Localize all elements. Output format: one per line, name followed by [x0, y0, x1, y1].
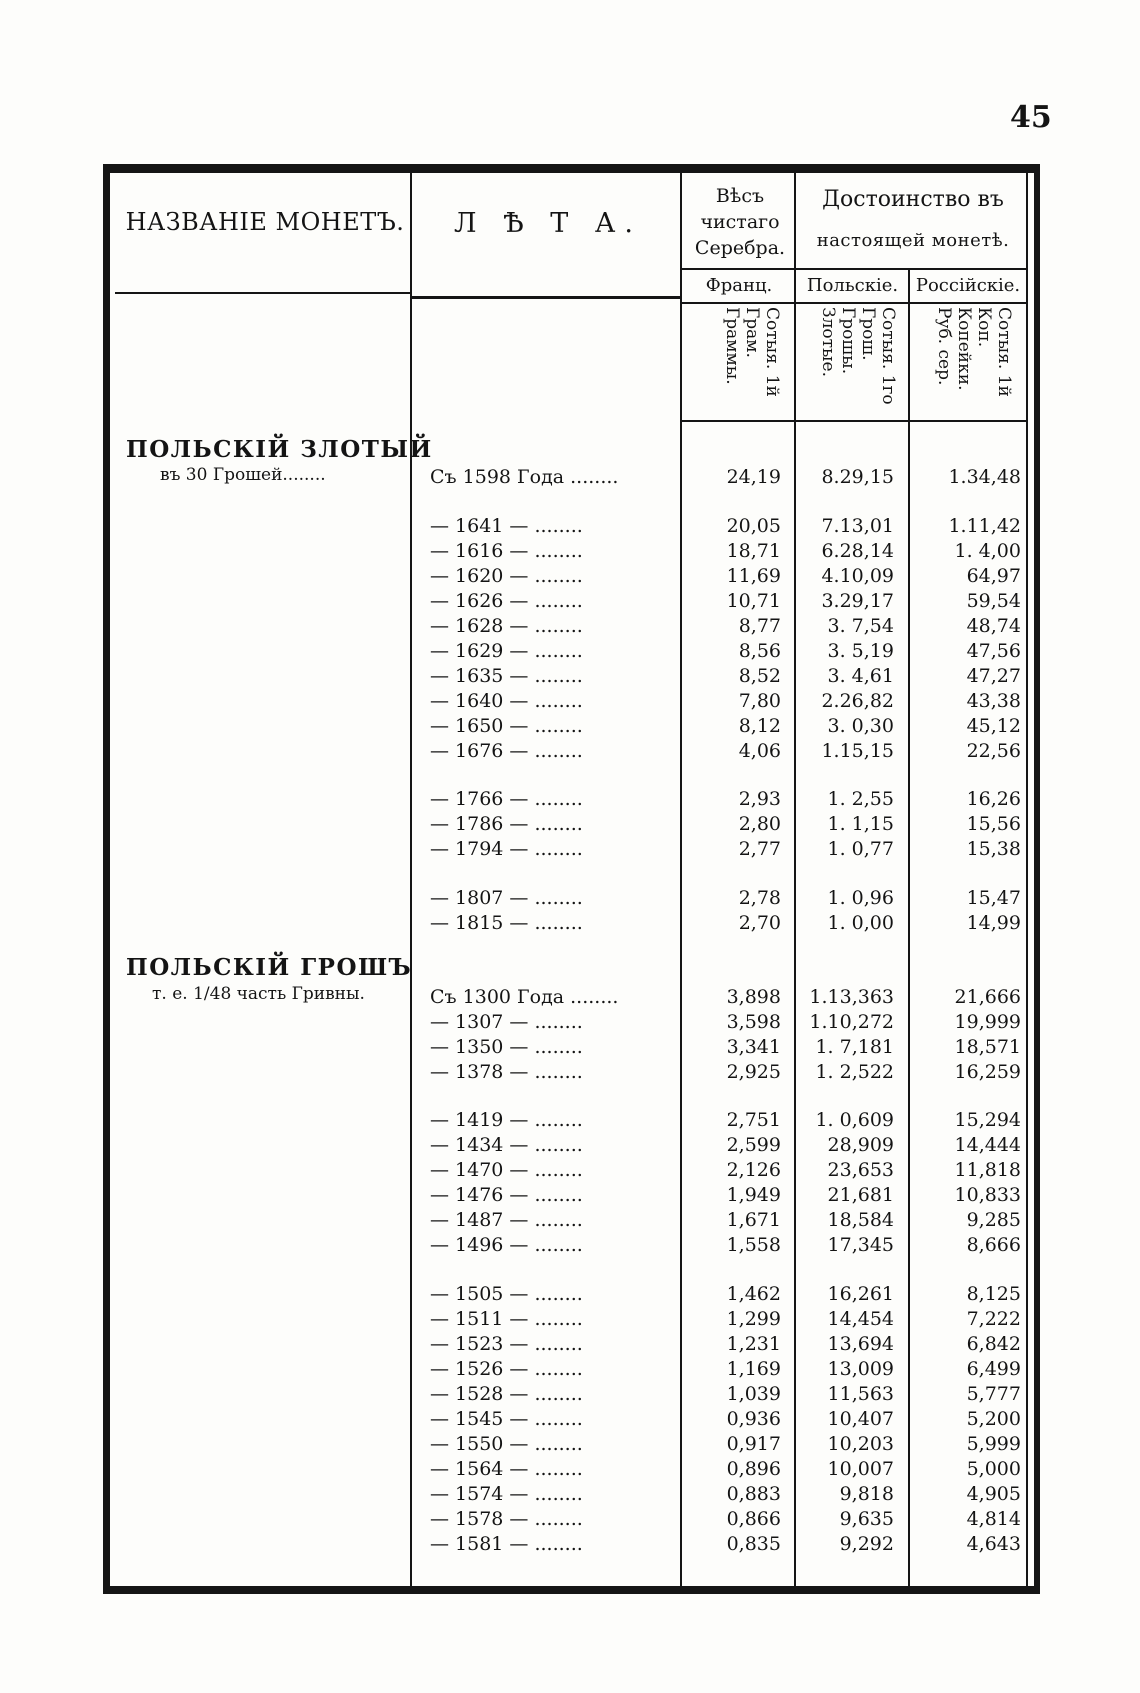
russian-value-cell: 16,26	[966, 788, 1021, 810]
polish-value-cell: 4.10,09	[821, 565, 894, 587]
year-cell: — 1496 — ........	[430, 1234, 583, 1256]
russian-value-cell: 45,12	[966, 715, 1021, 737]
franc-weight-cell: 11,69	[726, 565, 781, 587]
year-cell: — 1378 — ........	[430, 1061, 583, 1083]
russian-value-cell: 19,999	[954, 1011, 1021, 1033]
polish-value-cell: 9,635	[839, 1508, 894, 1530]
column-divider	[794, 173, 796, 1586]
polish-value-cell: 3. 5,19	[827, 640, 894, 662]
franc-weight-cell: 1,169	[726, 1358, 781, 1380]
year-cell: — 1815 — ........	[430, 912, 583, 934]
polish-value-cell: 28,909	[827, 1134, 894, 1156]
russian-value-cell: 64,97	[966, 565, 1021, 587]
franc-weight-cell: 1,039	[726, 1383, 781, 1405]
russian-value-cell: 15,294	[954, 1109, 1021, 1131]
franc-subheader: Франц.	[705, 275, 773, 296]
polish-value-cell: 1. 7,181	[815, 1036, 894, 1058]
year-cell: — 1350 — ........	[430, 1036, 583, 1058]
franc-units: Сотыя. 1й Грам. Граммы.	[722, 307, 782, 397]
franc-weight-cell: 8,52	[738, 665, 781, 687]
header-rule	[412, 296, 680, 299]
franc-weight-cell: 3,341	[726, 1036, 781, 1058]
russian-value-cell: 6,842	[966, 1333, 1021, 1355]
polish-value-cell: 1. 1,15	[827, 813, 894, 835]
page-number: 45	[1010, 100, 1052, 135]
franc-weight-cell: 3,898	[726, 986, 781, 1008]
franc-weight-cell: 1,949	[726, 1184, 781, 1206]
year-cell: — 1470 — ........	[430, 1159, 583, 1181]
year-cell: — 1629 — ........	[430, 640, 583, 662]
franc-weight-cell: 10,71	[726, 590, 781, 612]
russian-units: Сотыя. 1й Коп. Копейки. Руб. сер.	[934, 307, 1014, 397]
polish-units: Сотыя. 1го Грош. Грошы. Злотые.	[818, 307, 898, 405]
polish-value-cell: 13,694	[827, 1333, 894, 1355]
russian-value-cell: 4,643	[966, 1533, 1021, 1555]
polish-value-cell: 1. 0,609	[815, 1109, 894, 1131]
franc-weight-cell: 0,835	[726, 1533, 781, 1555]
header-rule	[682, 302, 1026, 304]
russian-value-cell: 15,47	[966, 887, 1021, 909]
weight-header-line: Серебра.	[694, 237, 786, 259]
section-title: ПОЛЬСКІЙ ЗЛОТЫЙ	[126, 436, 433, 463]
year-cell: — 1487 — ........	[430, 1209, 583, 1231]
year-cell: — 1676 — ........	[430, 740, 583, 762]
polish-value-cell: 16,261	[827, 1283, 894, 1305]
year-cell: — 1794 — ........	[430, 838, 583, 860]
franc-weight-cell: 2,70	[738, 912, 781, 934]
year-cell: — 1616 — ........	[430, 540, 583, 562]
russian-value-cell: 21,666	[954, 986, 1021, 1008]
russian-subheader: Россійскіе.	[915, 275, 1021, 296]
russian-value-cell: 8,125	[966, 1283, 1021, 1305]
polish-value-cell: 3. 4,61	[827, 665, 894, 687]
russian-value-cell: 43,38	[966, 690, 1021, 712]
russian-value-cell: 4,905	[966, 1483, 1021, 1505]
franc-weight-cell: 1,671	[726, 1209, 781, 1231]
franc-weight-cell: 2,925	[726, 1061, 781, 1083]
weight-header-line: чистаго	[700, 211, 780, 233]
polish-value-cell: 1. 0,77	[827, 838, 894, 860]
column-divider	[680, 173, 682, 1586]
polish-value-cell: 11,563	[827, 1383, 894, 1405]
franc-weight-cell: 7,80	[738, 690, 781, 712]
year-cell: Съ 1300 Года ........	[430, 986, 619, 1008]
section-subtitle: т. е. 1/48 часть Гривны.	[152, 984, 365, 1004]
franc-weight-cell: 0,866	[726, 1508, 781, 1530]
year-cell: — 1574 — ........	[430, 1483, 583, 1505]
year-cell: — 1511 — ........	[430, 1308, 583, 1330]
polish-value-cell: 10,007	[827, 1458, 894, 1480]
column-divider	[908, 268, 910, 1586]
header-rule	[682, 268, 1026, 270]
year-cell: — 1626 — ........	[430, 590, 583, 612]
franc-weight-cell: 1,558	[726, 1234, 781, 1256]
value-header-line1: Достоинство въ	[822, 187, 1004, 212]
franc-weight-cell: 2,78	[738, 887, 781, 909]
russian-value-cell: 4,814	[966, 1508, 1021, 1530]
year-cell: — 1550 — ........	[430, 1433, 583, 1455]
franc-weight-cell: 1,299	[726, 1308, 781, 1330]
coin-name-header: НАЗВАНІЕ МОНЕТЪ.	[125, 208, 405, 236]
polish-value-cell: 8.29,15	[821, 466, 894, 488]
polish-value-cell: 21,681	[827, 1184, 894, 1206]
russian-value-cell: 5,777	[966, 1383, 1021, 1405]
franc-weight-cell: 1,462	[726, 1283, 781, 1305]
russian-value-cell: 16,259	[954, 1061, 1021, 1083]
franc-weight-cell: 18,71	[726, 540, 781, 562]
franc-weight-cell: 0,917	[726, 1433, 781, 1455]
year-cell: — 1505 — ........	[430, 1283, 583, 1305]
year-cell: — 1434 — ........	[430, 1134, 583, 1156]
franc-weight-cell: 0,896	[726, 1458, 781, 1480]
year-cell: — 1578 — ........	[430, 1508, 583, 1530]
franc-weight-cell: 0,936	[726, 1408, 781, 1430]
russian-value-cell: 7,222	[966, 1308, 1021, 1330]
year-cell: — 1419 — ........	[430, 1109, 583, 1131]
russian-value-cell: 1. 4,00	[954, 540, 1021, 562]
franc-weight-cell: 3,598	[726, 1011, 781, 1033]
franc-weight-cell: 24,19	[726, 466, 781, 488]
polish-value-cell: 9,292	[839, 1533, 894, 1555]
year-cell: — 1307 — ........	[430, 1011, 583, 1033]
polish-value-cell: 9,818	[839, 1483, 894, 1505]
column-divider	[410, 173, 412, 1586]
russian-value-cell: 6,499	[966, 1358, 1021, 1380]
polish-value-cell: 6.28,14	[821, 540, 894, 562]
polish-value-cell: 1. 2,522	[815, 1061, 894, 1083]
polish-value-cell: 3. 0,30	[827, 715, 894, 737]
franc-weight-cell: 2,751	[726, 1109, 781, 1131]
russian-value-cell: 47,27	[966, 665, 1021, 687]
value-header-line2: настоящей монетѣ.	[816, 230, 1010, 251]
franc-weight-cell: 8,77	[738, 615, 781, 637]
year-cell: — 1526 — ........	[430, 1358, 583, 1380]
polish-value-cell: 10,407	[827, 1408, 894, 1430]
section-subtitle: въ 30 Грошей........	[160, 465, 326, 485]
polish-value-cell: 1. 0,96	[827, 887, 894, 909]
polish-value-cell: 23,653	[827, 1159, 894, 1181]
franc-weight-cell: 4,06	[738, 740, 781, 762]
polish-value-cell: 7.13,01	[821, 515, 894, 537]
year-cell: — 1650 — ........	[430, 715, 583, 737]
year-cell: — 1766 — ........	[430, 788, 583, 810]
franc-weight-cell: 2,77	[738, 838, 781, 860]
polish-value-cell: 1.15,15	[821, 740, 894, 762]
polish-value-cell: 17,345	[827, 1234, 894, 1256]
section-title: ПОЛЬСКІЙ ГРОШЪ	[126, 954, 413, 981]
polish-value-cell: 10,203	[827, 1433, 894, 1455]
weight-header	[683, 183, 797, 261]
franc-weight-cell: 2,599	[726, 1134, 781, 1156]
year-cell: — 1641 — ........	[430, 515, 583, 537]
year-cell: — 1620 — ........	[430, 565, 583, 587]
year-cell: — 1581 — ........	[430, 1533, 583, 1555]
year-cell: — 1564 — ........	[430, 1458, 583, 1480]
header-rule	[682, 420, 1026, 422]
russian-value-cell: 14,99	[966, 912, 1021, 934]
header-rule	[115, 292, 410, 294]
year-cell: — 1476 — ........	[430, 1184, 583, 1206]
polish-value-cell: 1. 2,55	[827, 788, 894, 810]
polish-value-cell: 14,454	[827, 1308, 894, 1330]
year-cell: — 1528 — ........	[430, 1383, 583, 1405]
russian-value-cell: 48,74	[966, 615, 1021, 637]
russian-value-cell: 15,56	[966, 813, 1021, 835]
russian-value-cell: 47,56	[966, 640, 1021, 662]
russian-value-cell: 18,571	[954, 1036, 1021, 1058]
russian-value-cell: 5,200	[966, 1408, 1021, 1430]
russian-value-cell: 5,000	[966, 1458, 1021, 1480]
franc-weight-cell: 2,93	[738, 788, 781, 810]
franc-weight-cell: 2,80	[738, 813, 781, 835]
polish-value-cell: 18,584	[827, 1209, 894, 1231]
column-divider	[1026, 173, 1028, 1586]
russian-value-cell: 10,833	[954, 1184, 1021, 1206]
franc-weight-cell: 0,883	[726, 1483, 781, 1505]
year-cell: — 1628 — ........	[430, 615, 583, 637]
russian-value-cell: 14,444	[954, 1134, 1021, 1156]
year-cell: — 1635 — ........	[430, 665, 583, 687]
year-cell: — 1786 — ........	[430, 813, 583, 835]
year-cell: — 1807 — ........	[430, 887, 583, 909]
franc-weight-cell: 2,126	[726, 1159, 781, 1181]
russian-value-cell: 59,54	[966, 590, 1021, 612]
franc-weight-cell: 8,12	[738, 715, 781, 737]
russian-value-cell: 15,38	[966, 838, 1021, 860]
russian-value-cell: 1.34,48	[948, 466, 1021, 488]
year-cell: — 1640 — ........	[430, 690, 583, 712]
weight-header-line: Вѣсъ	[715, 185, 765, 207]
russian-value-cell: 9,285	[966, 1209, 1021, 1231]
polish-value-cell: 3. 7,54	[827, 615, 894, 637]
russian-value-cell: 8,666	[966, 1234, 1021, 1256]
polish-value-cell: 1.10,272	[809, 1011, 894, 1033]
polish-value-cell: 1. 0,00	[827, 912, 894, 934]
franc-weight-cell: 20,05	[726, 515, 781, 537]
year-cell: Съ 1598 Года ........	[430, 466, 619, 488]
polish-subheader: Польскіе.	[806, 275, 899, 296]
polish-value-cell: 1.13,363	[809, 986, 894, 1008]
russian-value-cell: 11,818	[954, 1159, 1021, 1181]
polish-value-cell: 13,009	[827, 1358, 894, 1380]
franc-weight-cell: 8,56	[738, 640, 781, 662]
russian-value-cell: 5,999	[966, 1433, 1021, 1455]
russian-value-cell: 1.11,42	[948, 515, 1021, 537]
polish-value-cell: 2.26,82	[821, 690, 894, 712]
russian-value-cell: 22,56	[966, 740, 1021, 762]
years-header: Л Ѣ Т А.	[454, 208, 642, 239]
franc-weight-cell: 1,231	[726, 1333, 781, 1355]
year-cell: — 1545 — ........	[430, 1408, 583, 1430]
year-cell: — 1523 — ........	[430, 1333, 583, 1355]
polish-value-cell: 3.29,17	[821, 590, 894, 612]
